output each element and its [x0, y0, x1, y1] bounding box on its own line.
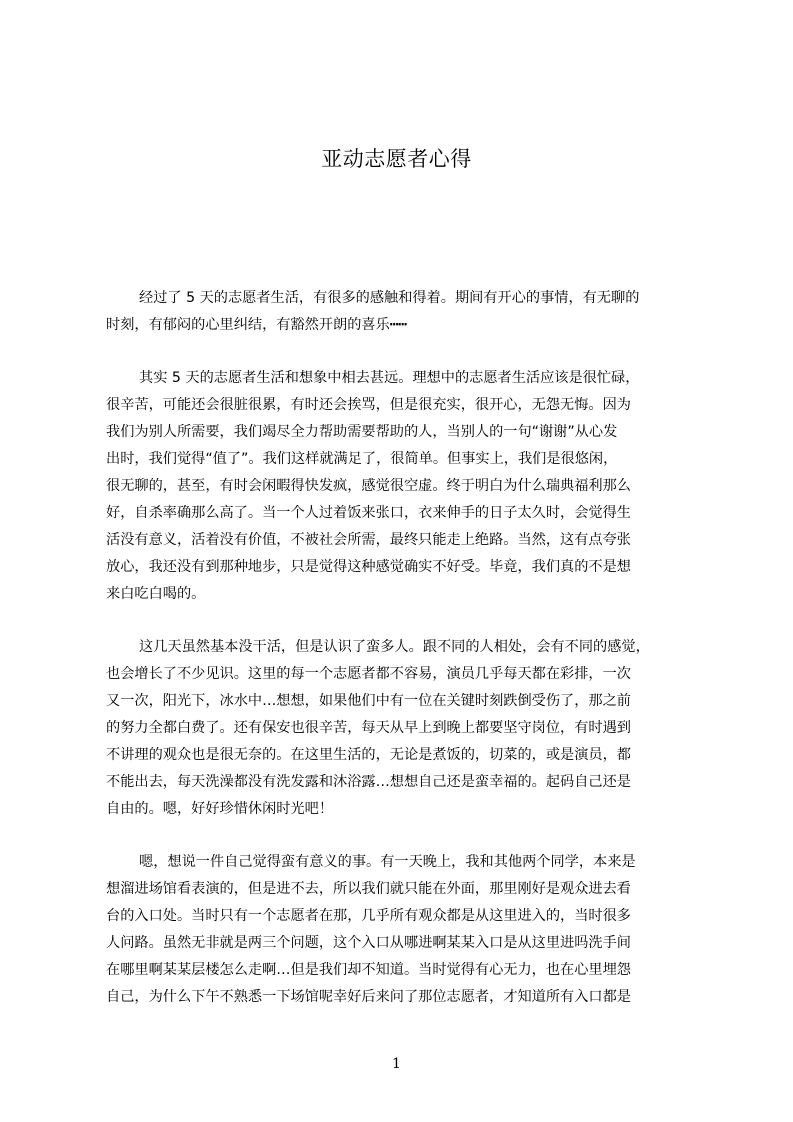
paragraph-line: 时刻，有郁闷的心里纠结，有豁然开朗的喜乐┅┅: [106, 317, 407, 333]
document-title: 亚动志愿者心得: [321, 147, 472, 171]
paragraph-line: 来白吃白喝的。: [106, 586, 206, 602]
paragraph-line: 在哪里啊某某层楼怎么走啊…但是我们却不知道。当时觉得有心无力，也在心里埋怨: [106, 962, 631, 978]
paragraph-line: 很无聊的，甚至，有时会闲暇得快发疯，感觉很空虚。终于明白为什么瑞典福利那么: [106, 478, 631, 494]
paragraph-line: 不能出去，每天洗澡都没有洗发露和沐浴露…想想自己还是蛮幸福的。起码自己还是: [106, 774, 631, 790]
paragraph-line: 经过了 5 天的志愿者生活，有很多的感触和得着。期间有开心的事情，有无聊的: [139, 290, 640, 306]
paragraph-line: 嗯，想说一件自己觉得蛮有意义的事。有一天晚上，我和其他两个同学，本来是: [139, 854, 636, 870]
page-number: 1: [392, 1056, 401, 1072]
paragraph-line: 出时，我们觉得“值了”。我们这样就满足了，很简单。但事实上，我们是很悠闲，: [106, 451, 618, 467]
paragraph-line: 活没有意义，活着没有价值，不被社会所需，最终只能走上绝路。当然，这有点夸张: [106, 532, 631, 548]
paragraph: [106, 365, 701, 608]
paragraph-line: 台的入口处。当时只有一个志愿者在那，几乎所有观众都是从这里进入的，当时很多: [106, 908, 631, 924]
paragraph: [106, 634, 701, 823]
paragraph-line: 这几天虽然基本没干活，但是认识了蛮多人。跟不同的人相处，会有不同的感觉，: [139, 639, 650, 655]
paragraph: [106, 849, 701, 1011]
paragraph-line: 又一次，阳光下，冰水中…想想，如果他们中有一位在关键时刻跌倒受伤了，那之前: [106, 693, 631, 709]
document-body: [106, 285, 701, 1037]
paragraph-line: 其实 5 天的志愿者生活和想象中相去甚远。理想中的志愿者生活应该是很忙碌，: [139, 370, 640, 386]
paragraph-line: 放心，我还没有到那种地步，只是觉得这种感觉确实不好受。毕竟，我们真的不是想: [106, 559, 631, 575]
paragraph: [106, 285, 701, 339]
paragraph-line: 自己，为什么下午不熟悉一下场馆呢幸好后来问了那位志愿者，才知道所有入口都是: [106, 989, 631, 1005]
paragraph-line: 好，自杀率确那么高了。当一个人过着饭来张口，衣来伸手的日子太久时，会觉得生: [106, 505, 631, 521]
paragraph-line: 想溜进场馆看表演的，但是进不去，所以我们就只能在外面，那里刚好是观众进去看: [106, 881, 631, 897]
paragraph-line: 不讲理的观众也是很无奈的。在这里生活的，无论是煮饭的，切菜的，或是演员，都: [106, 747, 631, 763]
paragraph-line: 自由的。嗯，好好珍惜休闲时光吧！: [106, 801, 334, 817]
paragraph-line: 我们为别人所需要，我们竭尽全力帮助需要帮助的人，当别人的一句“谢谢”从心发: [106, 424, 618, 440]
paragraph-line: 的努力全都白费了。还有保安也很辛苦，每天从早上到晚上都要坚守岗位，有时遇到: [106, 720, 631, 736]
paragraph-line: 很辛苦，可能还会很脏很累，有时还会挨骂，但是很充实，很开心，无怨无悔。因为: [106, 397, 631, 413]
paragraph-line: 人问路。虽然无非就是两三个问题，这个入口从哪进啊某某入口是从这里进吗洗手间: [106, 935, 631, 951]
paragraph-line: 也会增长了不少见识。这里的每一个志愿者都不容易，演员几乎每天都在彩排，一次: [106, 666, 631, 682]
